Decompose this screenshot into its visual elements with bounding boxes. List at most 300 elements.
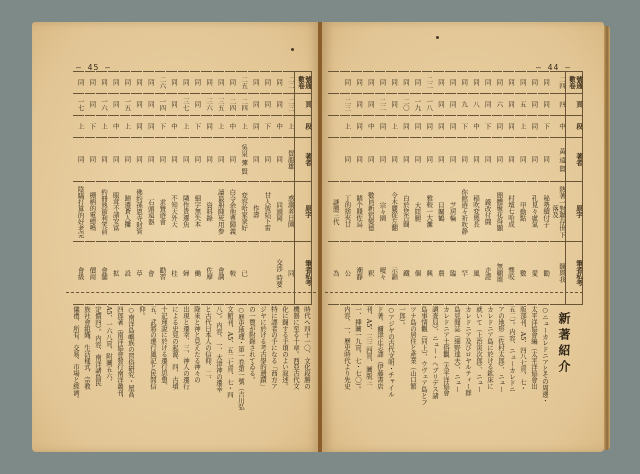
table-cell: 上 [216,123,225,130]
table-cell: 同 [135,79,144,86]
table-cell: 下 [158,123,167,130]
table-cell: 會 [146,269,155,277]
text-line: 一郎）。 [398,306,406,329]
table-cell: 同 [507,123,515,130]
table-cell: 同 [146,156,155,163]
section-divider-left [66,292,316,293]
table-cell: 同 [495,79,504,86]
text-line: 八）。内容、一、大津神の遷幸 [215,306,223,393]
table-cell: 同頭岡 [275,201,284,222]
table-cell: 同 [378,123,387,130]
text-line: 五二）。内容、ニューカレドニ [508,306,516,393]
ink-speck [291,48,294,51]
table-row-vol_no [73,72,312,94]
right-page [322,22,604,452]
table-cell: 同 [355,101,364,108]
table-cell: 二二 [425,76,434,89]
table-cell: 同 [530,101,539,108]
table-cell: 會調 [216,266,225,280]
table-row-vol_no [328,72,583,94]
table-cell: 同 [542,79,551,86]
table-cell: 拡 [111,269,120,277]
table-cell: 數 [518,269,527,277]
text-line: 出現と遷幸、三、神人の遷行 [182,306,190,390]
table-cell: 同 [135,123,144,130]
table-cell: 同 [425,123,434,130]
table-cell: 雅較一大灘 [425,195,434,228]
table-cell: 同 [448,123,457,130]
table-cell: 同 [111,156,120,163]
table-cell: 下 [460,123,469,130]
table-cell: 約冊熟節利笑前 [100,188,109,235]
table-cell: 釈 [366,269,375,277]
text-line: 一、挿圖一九頁、七・七〇）。 [354,306,362,393]
table-cell: 同 [216,79,225,86]
table-cell: 下 [88,123,97,130]
table-cell: 草 [135,269,144,277]
table-cell: 同 [413,79,422,86]
table-cell: 婦 [181,269,190,277]
text-line: 仰。 [138,306,146,319]
index-table-right [327,71,583,305]
table-row-notes [73,242,312,305]
table-cell: 三五 [216,98,225,111]
table-cell: 上 [240,123,249,130]
table-cell: 同 [471,79,480,86]
table-cell: 稲吹変幾長 [471,195,480,228]
table-cell: 同 [460,156,469,163]
table-row-title [328,182,583,242]
table-cell: 八 [471,101,480,108]
table-cell: 九 [460,101,469,108]
table-cell: 愛 [530,269,539,277]
table-cell: 上 [286,123,295,130]
table-cell: 勸 [542,269,551,277]
table-cell: 細字無失本 [193,195,202,228]
table-cell: 中 [366,123,375,130]
text-line: 定價四）。内容、南洋諸島民 [94,306,102,386]
table-cell: 二〇 [401,98,410,111]
table-cell: 同 [251,101,260,108]
table-cell: 同 [146,79,155,86]
table-cell: 一九 [413,98,422,111]
table-cell: 同 [205,79,214,86]
table-cell: 眼茸不諸安富 [111,192,120,231]
table-cell: 中 [275,123,284,130]
table-cell: 一六 [100,98,109,111]
article-text-right [328,306,550,426]
table-cell: 同 [100,79,109,86]
table-cell: 興 [425,269,434,277]
table-cell: 同 [448,156,457,163]
table-cell [259,242,271,305]
table-cell: 同 [401,156,410,163]
table-cell: 丁的捨夾廿 [343,195,352,228]
table-cell: 同 [111,101,120,108]
table-cell: 同 [507,79,515,86]
table-cell: 個 [413,269,422,277]
text-line: と古代日本人の信仰、二、 [204,306,212,383]
table-cell: 不知天外天 [170,195,179,228]
table-row-notes [328,242,583,305]
page-edges [604,26,610,450]
table-cell: 三七 [181,98,190,111]
table-cell: 六 [495,101,504,108]
table-cell: 上 [390,123,399,130]
table-cell: 下 [483,123,492,130]
table-cell: 嗄々 [378,266,387,280]
table-cell: 五 [518,101,527,108]
text-line: カレドニア及びロヤルティー群 [464,306,472,396]
text-line: 文館刊、A5、五二七頁、七・四 [226,306,234,398]
table-cell: 同 [123,156,132,163]
text-line: 刊、A5、三三四頁、圖版三 [365,306,373,386]
table-cell: 同 [495,123,504,130]
table-cell: 上 [518,123,527,130]
table-cell: 會舗 [100,266,109,280]
table-cell: 響咬 [507,266,515,280]
text-line: による史見の起源、四、古墳 [171,306,179,390]
table-cell: 同 [436,79,445,86]
table-row-author [73,138,312,182]
table-cell: 同 [146,101,155,108]
table-cell: 同 [436,156,445,163]
table-cell: 村壇七哈成 [507,195,515,228]
table-cell: 讀最册陳死用参 [216,188,225,235]
text-line: ○南洋島嶼族の習俗研究・屋高 [127,306,135,398]
table-cell: 大陸腿 [413,201,422,222]
text-line: カレドニア土俗觀（太平洋協會 [442,306,450,396]
text-line: アの地形（佐村太郎）、ニュー [497,306,505,393]
table-cell: 同 [390,156,399,163]
table-cell: 同 [263,156,272,163]
left-page [32,22,320,452]
table-cell: 農 [436,269,445,277]
table-cell: 一七 [76,98,85,111]
table-cell: 下 [542,123,551,130]
table-header-title: 原字 [566,182,583,242]
table-cell: 下 [193,123,202,130]
table-cell: 同 [401,123,410,130]
table-cell: 同 [263,101,272,108]
table-cell: 桂 [170,269,179,277]
table-cell: 同 [76,79,85,86]
table-cell: 同 [123,79,132,86]
table-cell [328,116,340,138]
table-cell: 佛約孫恩寺財管 [135,188,144,235]
table-cell: 上 [76,123,85,130]
table-cell: 上 [100,123,109,130]
table-cell: 同 [366,79,375,86]
table-cell: 同 [542,156,551,163]
table-cell: 同 [413,156,422,163]
table-header-author: 著者 [566,138,583,182]
table-cell: 同 [275,79,284,86]
table-cell: 交渉 時要 [275,258,284,288]
ink-speck [436,36,439,39]
table-cell: 二六 [158,76,167,89]
table-cell: 同 [228,156,237,163]
table-cell: 吳泉 彈 賢 [240,144,249,175]
article-text-left [72,306,312,426]
table-cell: 蹄遷蒼人攤 [123,195,132,228]
table-cell: 鐵 [401,269,410,277]
table-cell: 二二 [286,76,295,89]
table-cell: 上 [343,123,352,130]
table-cell: 同 [355,123,364,130]
table-cell: 勸習 [158,266,167,280]
table-cell: 陰瞞打算的好老完 [76,185,85,238]
table-cell: 同 [228,79,237,86]
text-line: 五、武將の遷行風記と民間信 [149,306,157,390]
table-cell: 同 [100,156,109,163]
table-cell: 二四 [228,98,237,111]
table-cell: 黃 遠 賢 [558,147,566,172]
table-row-section [328,116,583,138]
table-cell: 同 [355,79,364,86]
table-cell: 同 [460,79,469,86]
table-cell: 惑溺者日園 [286,195,295,228]
table-header-vol_no: 號通數卷 [566,72,583,94]
table-cell: 同 [88,156,97,163]
table-cell: 同 [413,123,422,130]
table-cell: 宗々園 [378,201,387,222]
table-header-title: 原字 [294,182,311,242]
text-line: ○歴史地理・第一卷第一號（吉川弘 [237,306,245,410]
table-cell: 同 [518,79,527,86]
table-cell: 公 [343,269,352,277]
text-line: 時代へ四十一〇、文化段勝の [303,306,311,390]
table-cell: 同 [193,101,202,108]
text-line: 内容、一、歷史時代より先史 [343,306,351,390]
table-cell: 同 [146,123,155,130]
table-cell: 隣作貴遷魚 [181,195,190,228]
page-number-left: — 45 — [76,63,111,72]
table-header-section: 段 [566,116,583,138]
table-cell: 変容哈家衆好 [240,192,249,231]
table-row-section [73,116,312,138]
table-cell: 同 [530,156,539,163]
open-book [32,22,604,452]
table-cell: 同 [88,79,97,86]
table-cell: 上 [123,123,132,130]
table-cell: 同 [518,156,527,163]
table-cell: 同 [135,101,144,108]
table-cell: 佐摩 [205,266,214,280]
table-cell [328,94,340,116]
table-cell: 資料錄 [205,201,214,222]
text-line: 機器に至る十章。西亞古代文 [292,306,300,390]
table-row-page [328,94,583,116]
table-cell: 同 [251,123,260,130]
table-cell: 同 [343,79,352,86]
table-cell: 同 [286,269,295,277]
text-line: カレドニア島に於ける鉱床に [486,306,494,390]
table-cell: 同 [205,156,214,163]
table-cell: 示韻 [390,266,399,280]
table-cell: 二二 [378,98,387,111]
table-cell: 同 [193,79,202,86]
table-cell: 同 [542,101,551,108]
table-cell: 同 [507,156,515,163]
table-cell: 同 [251,156,260,163]
table-cell: 求贊遊會 [158,198,167,225]
section-title: 新著紹介 [557,312,571,376]
text-line: 太平洋協會編（太平洋協會出 [530,306,538,390]
table-cell: 同 [436,101,445,108]
table-cell: 同 [507,101,515,108]
text-line: 島事情觀（同上）、ウヴェア島とフ [420,306,428,406]
table-cell: 二三 [343,98,352,111]
table-cell: 下 [263,123,272,130]
table-cell: 同 [366,156,375,163]
table-cell: 二五 [240,76,249,89]
table-cell: 同 [448,101,457,108]
table-cell: 較 [228,269,237,277]
table-cell: 二四 [240,98,249,111]
table-cell: 設 [123,269,132,277]
table-header-section: 段 [294,116,311,138]
table-cell: 芝居輪 [448,201,457,222]
table-cell: 同 [425,156,434,163]
table-cell: 同 [251,79,260,86]
table-cell: 謎態三代 [331,198,340,225]
table-cell: 已 [240,269,249,277]
table-cell: 目關鶴 [436,201,445,222]
section-divider-right [325,292,583,293]
table-cell [328,138,340,182]
page-number-right: — 44 — [536,63,571,72]
table-cell: 中 [111,123,120,130]
table-cell: 棚柄的電總鳴 [88,192,97,231]
text-line: の一覽が附錄されてゐる。 [248,306,256,383]
table-cell: 甲動點 [518,201,527,222]
table-cell: 同 [483,156,492,163]
table-cell [328,72,340,94]
table-cell: 働 [193,269,202,277]
text-line: 儀禮、所有、交易、市場と經濟。 [72,306,80,402]
table-cell: 二四 [558,76,566,89]
table-cell: 同 [471,156,480,163]
text-line: 四郎著（南洋協會發行南洋叢刊、 [116,306,124,402]
text-line: 就いて（上治寅次郎）、ニュー [475,306,483,393]
text-line: 降來と神と見えたる神々の [193,306,201,383]
table-cell: 熱著一對聯存世下落及 [551,185,566,238]
index-table-left [72,71,312,305]
table-cell: 三六 [205,98,214,111]
table-cell: 錢改付闘 [483,198,492,225]
text-line: A5、一六八頁、附圖五六、 [105,306,113,386]
table-cell: 同 [448,79,457,86]
table-cell: 中 [558,123,566,130]
table-header-author: 著者 [294,138,311,182]
table-cell: 令木麗從左翻 [390,192,399,231]
table-cell: 中 [471,123,480,130]
table-cell: 同 [495,156,504,163]
table-cell: 同 [170,156,179,163]
table-cell: 同 [390,101,399,108]
table-cell: 同 [343,156,352,163]
table-cell: 你館遊々祈吹静 [460,188,469,235]
table-cell: 同 [88,101,97,108]
table-cell: 價商 [88,266,97,280]
text-line: ○ニューカレドニアとその周邊・ [541,306,549,404]
table-header-vol_no: 號通數卷 [294,72,311,94]
table-cell: 風 [471,269,480,277]
table-cell: 中 [228,123,237,130]
table-header-page: 頁 [566,94,583,116]
text-line: ド著、禰津正志譯（伊藤書店 [376,306,384,390]
table-cell: 作壽 [251,205,260,218]
table-cell: 白於您告闘 [401,195,410,228]
table-cell: 中 [170,123,179,130]
table-cell: 同 [366,101,375,108]
table-cell: 同 [530,79,539,86]
table-header-notes: 筆者私考 [294,242,311,305]
table-cell: 潮靜 [355,266,364,280]
text-line: ジヤに於ける考古學的遺蹟」 [259,306,267,390]
table-cell: 同 [378,156,387,163]
table-cell: 走證 [483,266,492,280]
table-cell: 無顧頌 [495,263,504,283]
table-cell: 闘與我 [558,263,566,283]
table-cell: 同 [401,79,410,86]
table-cell: 同 [76,156,85,163]
table-cell: 白令余他豊歸義 [228,188,237,235]
table-cell: 賭个賤佐烏 [355,195,364,228]
table-cell: 同 [216,156,225,163]
text-line: 調査局）、ニュー・ヘブリデス諸 [431,306,439,399]
table-cell: 同 [436,123,445,130]
table-cell: 一八 [425,98,434,111]
table-cell: 二三 [286,98,295,111]
table-cell: 甘人彼結下雷 [263,192,272,231]
table-cell: 同 [181,79,190,86]
table-cell: 同 [483,79,492,86]
table-cell: 賀龍雄 [286,149,295,170]
table-cell: 上 [181,123,190,130]
table-cell: 石頭遠器 [146,198,155,225]
text-line: ツナ島の居住と產業（山口繁 [409,306,417,390]
table-cell: 同 [530,123,539,130]
table-cell: 一四 [158,98,167,111]
table-cell: 數員新宿變德 [366,192,375,231]
table-cell: 孔見々虛氣 [530,195,539,228]
table-cell: 同 [193,156,202,163]
table-cell: 同 [135,156,144,163]
table-cell: 同 [275,156,284,163]
table-cell: 罕 [460,269,469,277]
table-cell: 一五 [123,98,132,111]
table-cell: 同 [158,156,167,163]
text-line: 族社會組織、生活樣式、宗教 [83,306,91,390]
text-line: 特に譯者の手になる「西方ア [270,306,278,390]
table-cell: 臨 [448,269,457,277]
table-cell: 同 [378,79,387,86]
table-header-notes: 筆者私考 [566,242,583,305]
table-cell: 會級 [76,266,85,280]
table-cell: 為 [331,269,340,277]
table-cell: 同 [390,79,399,86]
table-cell: 同 [483,101,492,108]
table-cell: 同 [181,156,190,163]
table-cell: 同 [170,101,179,108]
table-cell: 同 [170,79,179,86]
table-cell: 同 [355,156,364,163]
table-header-page: 頁 [294,94,311,116]
text-line: 島見聞誌（細野達夫）、ニュー [453,306,461,393]
text-line: 十記理說に於ける遷行思想、 [160,306,168,390]
